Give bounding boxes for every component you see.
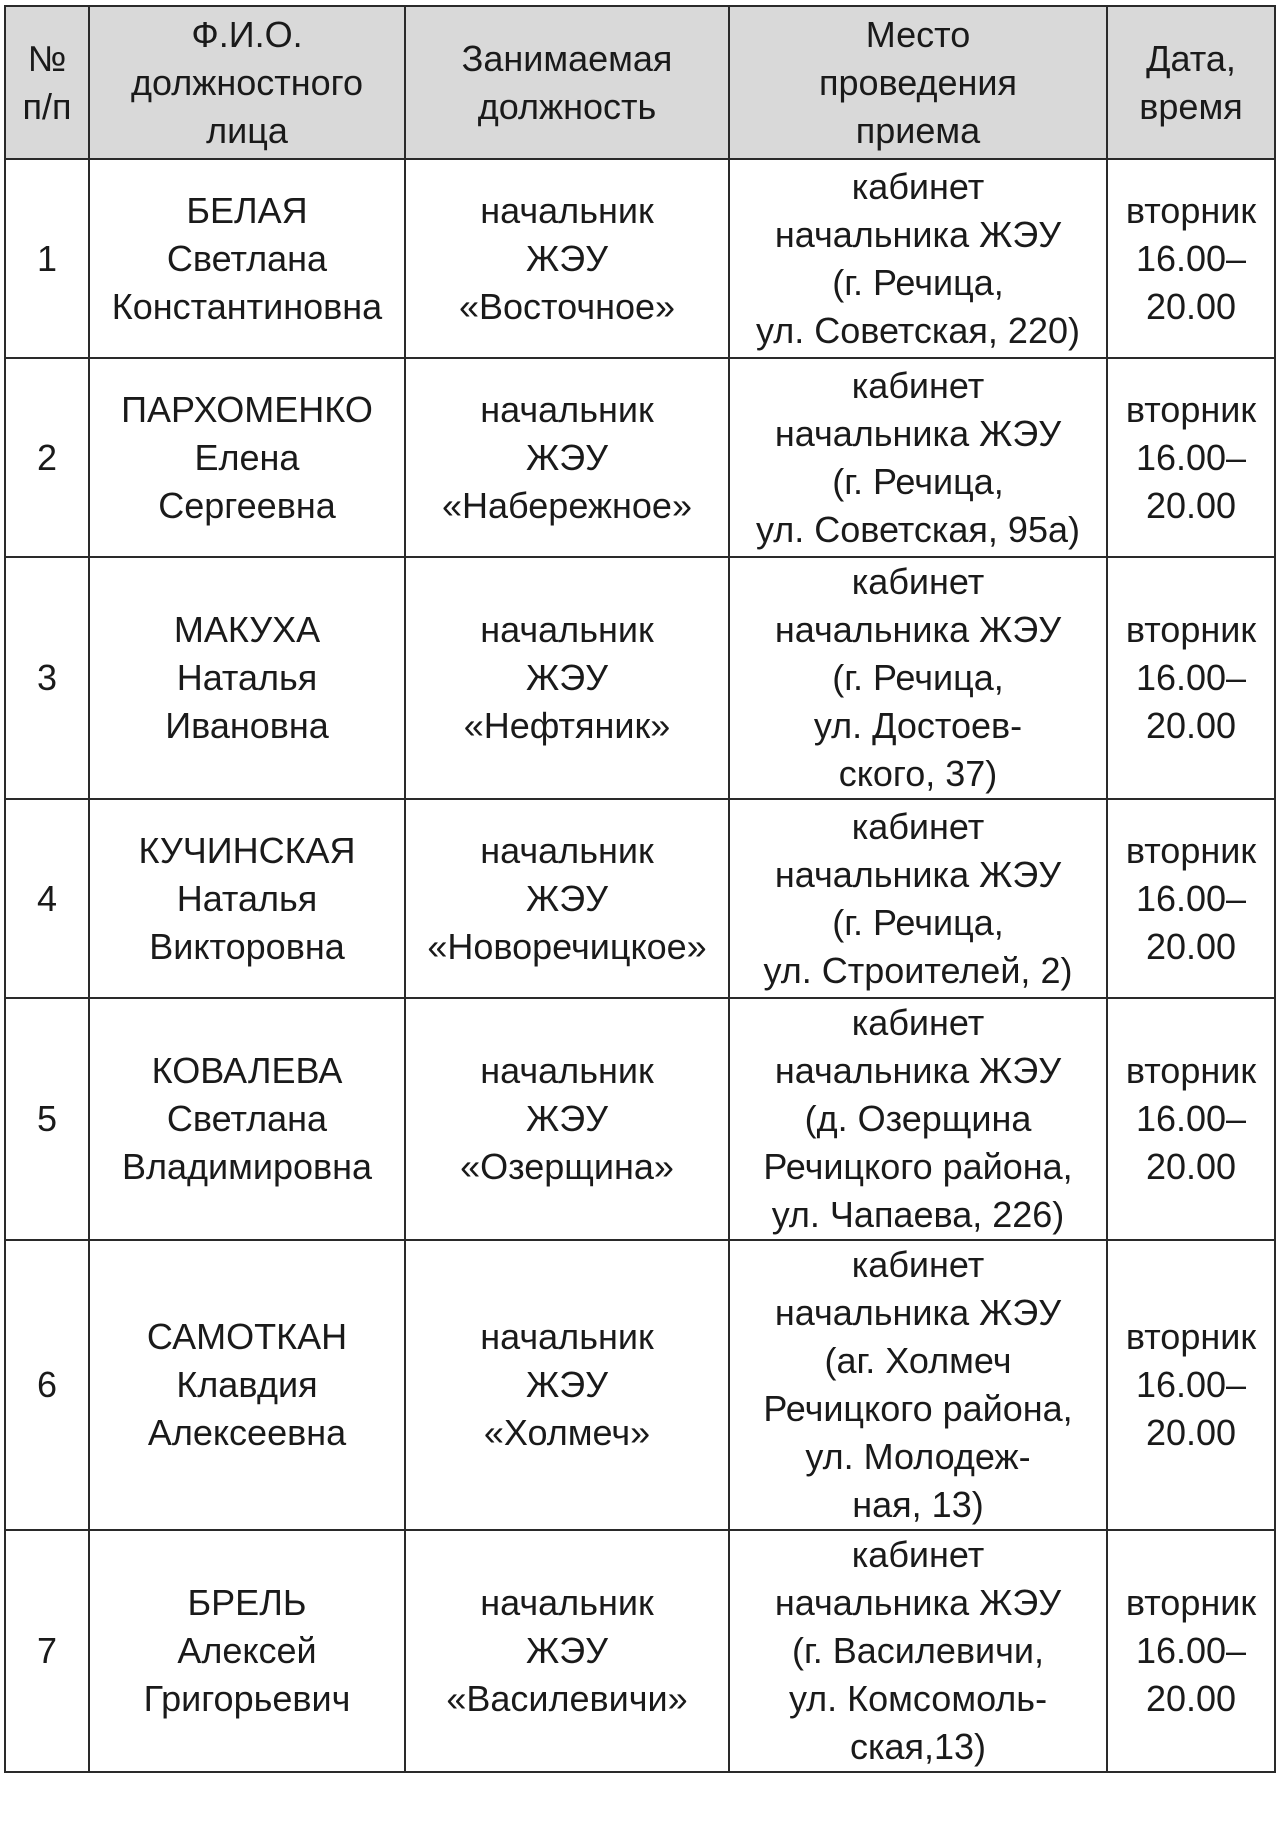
row-num: 5 (5, 998, 89, 1240)
row-position: начальник ЖЭУ «Восточное» (405, 159, 729, 358)
header-place: Место проведения приема (729, 6, 1107, 159)
table-row (5, 799, 1275, 998)
reception-table (4, 5, 1276, 1773)
table-row (5, 358, 1275, 557)
header-name: Ф.И.О. должностного лица (89, 6, 405, 159)
table-row (5, 557, 1275, 799)
row-place: кабинет начальника ЖЭУ (аг. Холмеч Речицкого района, ул. Молодеж- ная, 13) (729, 1240, 1107, 1530)
row-date: вторник 16.00– 20.00 (1107, 799, 1275, 998)
row-position: начальник ЖЭУ «Набережное» (405, 358, 729, 557)
row-date: вторник 16.00– 20.00 (1107, 159, 1275, 358)
table-row (5, 1240, 1275, 1530)
row-num: 2 (5, 358, 89, 557)
row-name: МАКУХА Наталья Ивановна (89, 557, 405, 799)
row-place: кабинет начальника ЖЭУ (д. Озерщина Речицкого района, ул. Чапаева, 226) (729, 998, 1107, 1240)
row-place: кабинет начальника ЖЭУ (г. Речица, ул. Строителей, 2) (729, 799, 1107, 998)
row-name: БРЕЛЬ Алексей Григорьевич (89, 1530, 405, 1772)
row-name: БЕЛАЯ Светлана Константиновна (89, 159, 405, 358)
row-position: начальник ЖЭУ «Холмеч» (405, 1240, 729, 1530)
row-num: 1 (5, 159, 89, 358)
row-place: кабинет начальника ЖЭУ (г. Речица, ул. Советская, 220) (729, 159, 1107, 358)
row-date: вторник 16.00– 20.00 (1107, 998, 1275, 1240)
row-name: КУЧИНСКАЯ Наталья Викторовна (89, 799, 405, 998)
table-row (5, 1530, 1275, 1772)
row-date: вторник 16.00– 20.00 (1107, 358, 1275, 557)
row-date: вторник 16.00– 20.00 (1107, 1530, 1275, 1772)
row-date: вторник 16.00– 20.00 (1107, 557, 1275, 799)
header-date: Дата, время (1107, 6, 1275, 159)
header-position: Занимаемая должность (405, 6, 729, 159)
row-place: кабинет начальника ЖЭУ (г. Василевичи, ул. Комсомоль- ская,13) (729, 1530, 1107, 1772)
row-num: 7 (5, 1530, 89, 1772)
row-place: кабинет начальника ЖЭУ (г. Речица, ул. Достоев- ского, 37) (729, 557, 1107, 799)
row-position: начальник ЖЭУ «Новоречицкое» (405, 799, 729, 998)
row-position: начальник ЖЭУ «Нефтяник» (405, 557, 729, 799)
row-name: САМОТКАН Клавдия Алексеевна (89, 1240, 405, 1530)
header-row (5, 6, 1275, 159)
reception-schedule (4, 5, 1274, 1773)
row-name: КОВАЛЕВА Светлана Владимировна (89, 998, 405, 1240)
row-position: начальник ЖЭУ «Василевичи» (405, 1530, 729, 1772)
header-num: № п/п (5, 6, 89, 159)
row-place: кабинет начальника ЖЭУ (г. Речица, ул. Советская, 95а) (729, 358, 1107, 557)
table-row (5, 159, 1275, 358)
row-num: 4 (5, 799, 89, 998)
row-position: начальник ЖЭУ «Озерщина» (405, 998, 729, 1240)
row-num: 3 (5, 557, 89, 799)
row-date: вторник 16.00– 20.00 (1107, 1240, 1275, 1530)
row-num: 6 (5, 1240, 89, 1530)
table-row (5, 998, 1275, 1240)
row-name: ПАРХОМЕНКО Елена Сергеевна (89, 358, 405, 557)
